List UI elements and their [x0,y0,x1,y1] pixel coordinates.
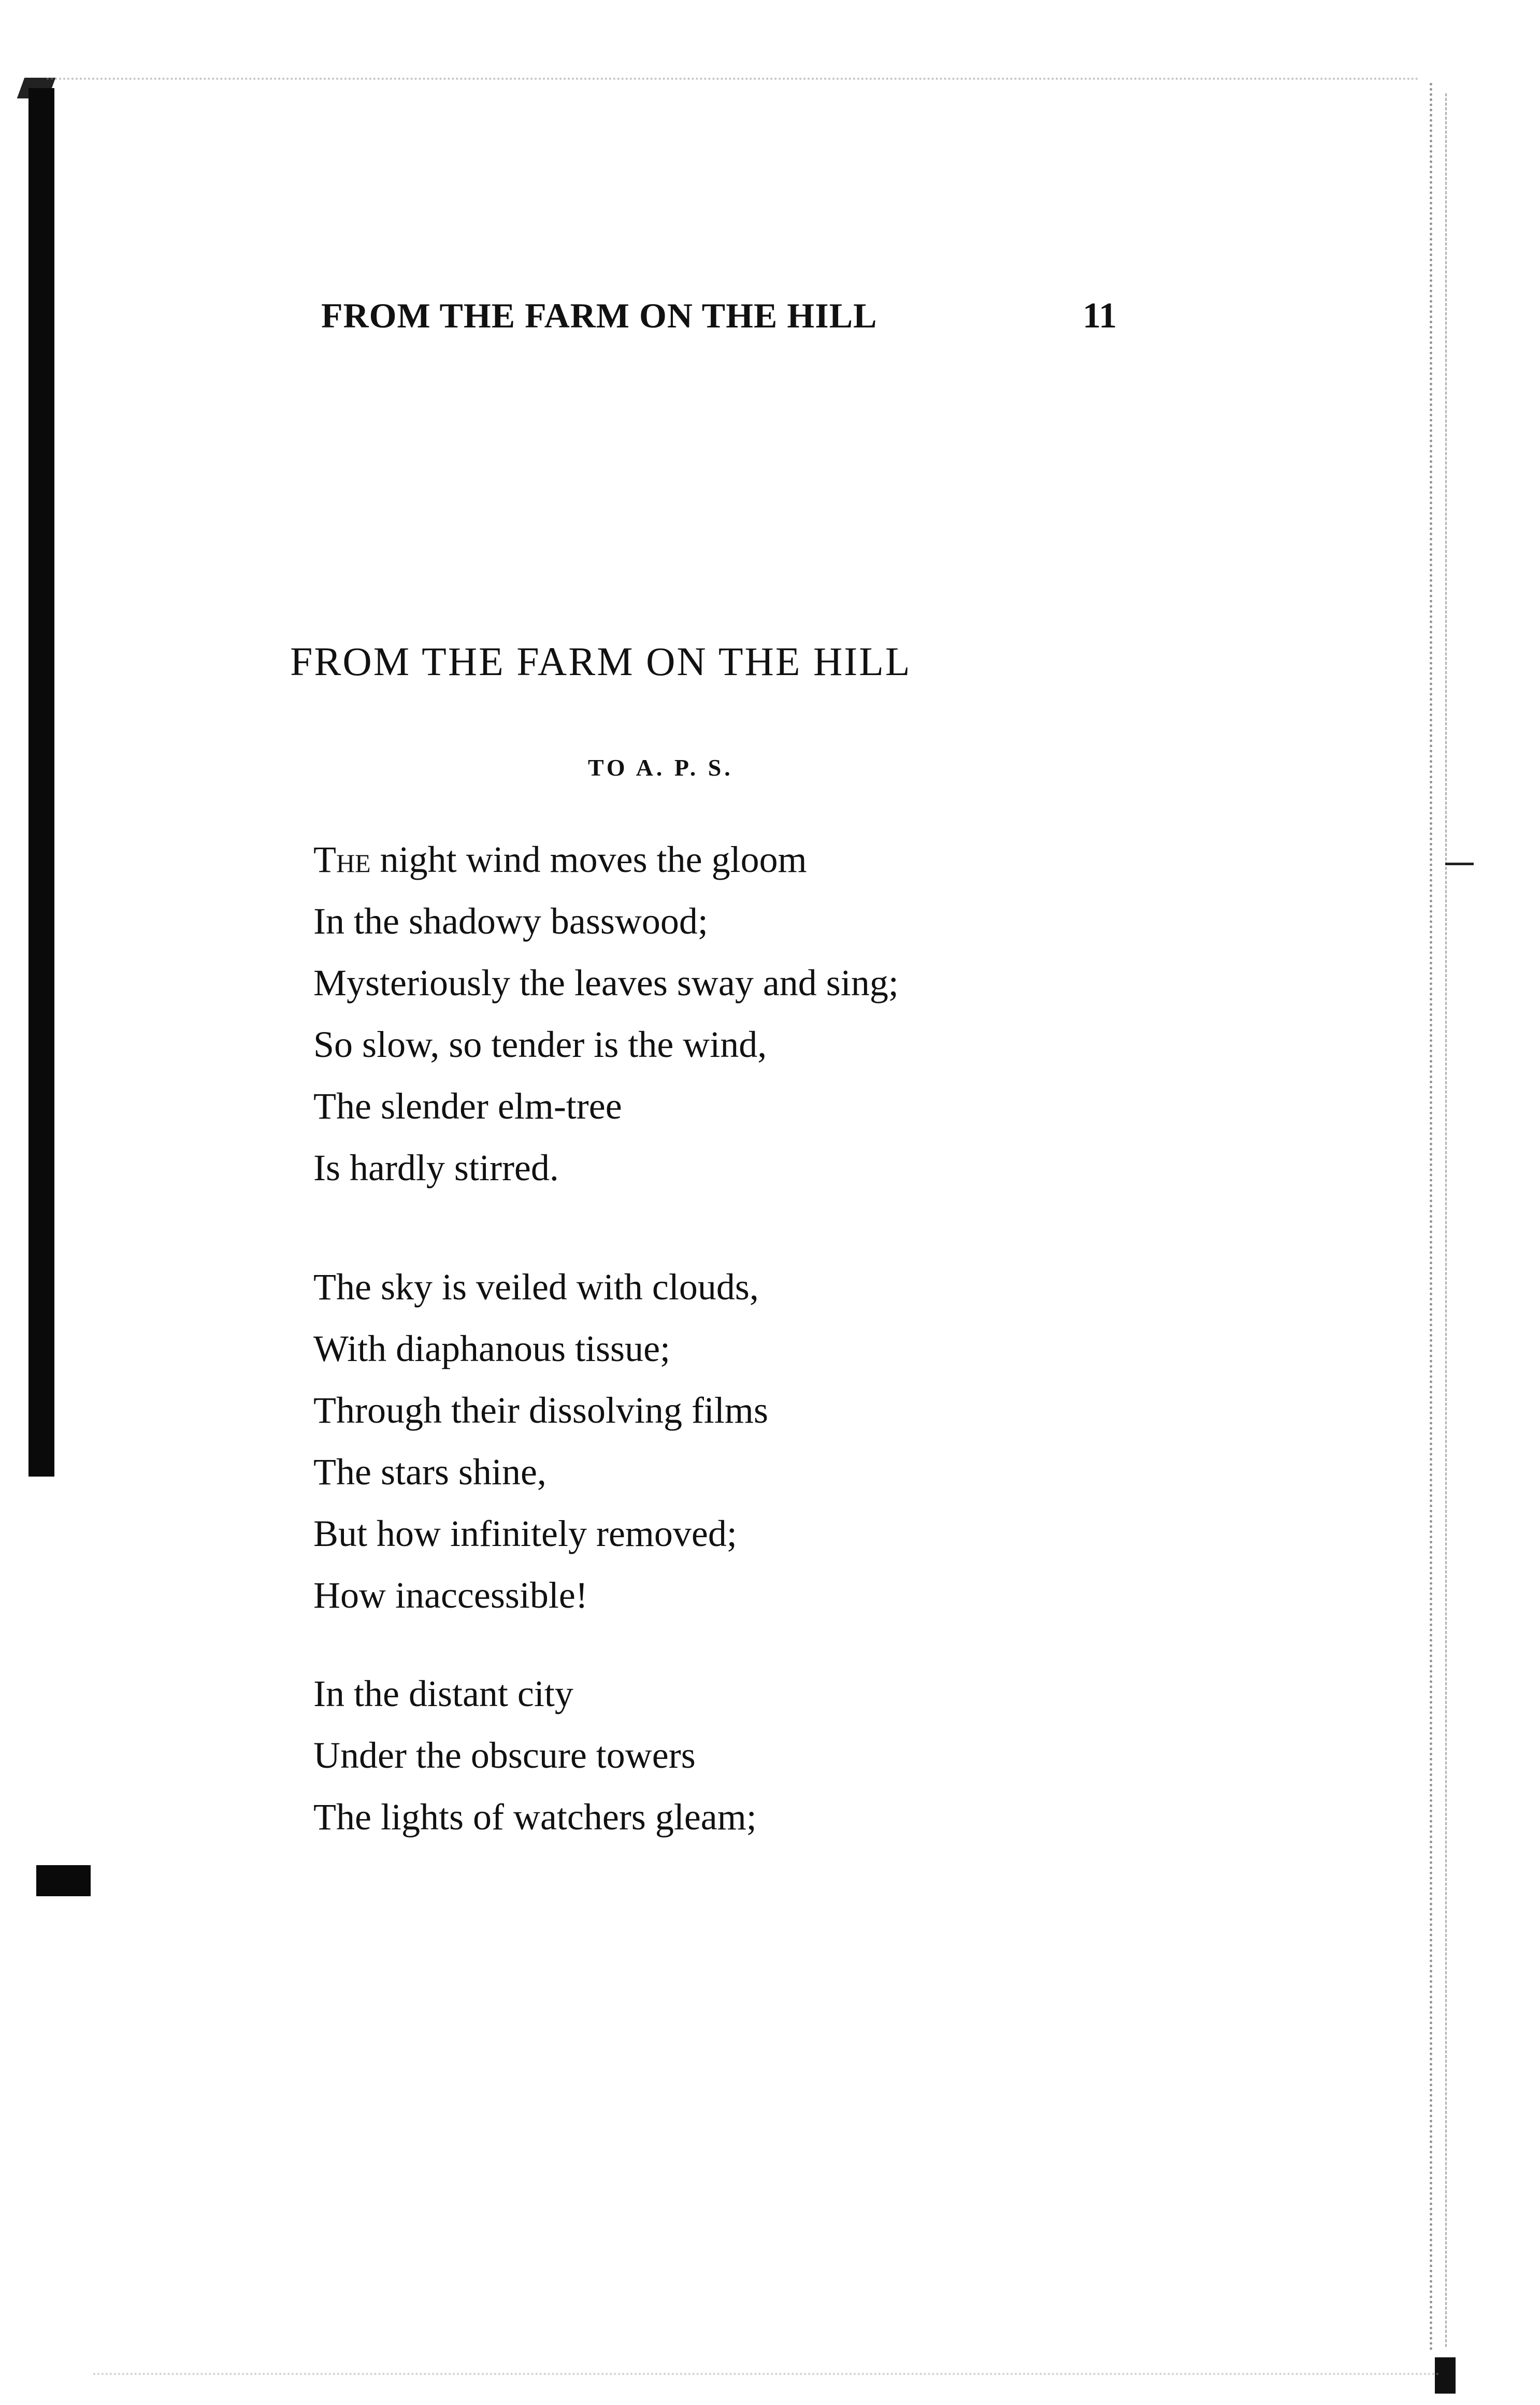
page-edge-right [1430,83,1444,2352]
stanza-1 [313,829,899,1199]
scan-mark-left [36,1865,91,1896]
stanza-2 [313,1256,768,1626]
page-edge-right-inner [1445,93,1453,2347]
verse-line: So slow, so tender is the wind, [313,1024,767,1065]
poem-dedication: TO A. P. S. [588,754,733,781]
verse-line: Under the obscure towers [313,1735,696,1776]
scan-speckle-top [47,78,1419,80]
verse-line: Through their dissolving films [313,1390,768,1431]
verse-line: Mysteriously the leaves sway and sing; [313,962,899,1004]
verse-line: In the shadowy basswood; [313,900,708,942]
running-header [321,295,1129,342]
verse-line: The stars shine, [313,1451,546,1493]
verse-line: The sky is veiled with clouds, [313,1266,759,1308]
poem-title: FROM THE FARM ON THE HILL [290,639,912,684]
scan-mark-right-tick [1445,863,1474,865]
page-number: 11 [1083,296,1117,336]
verse-line [313,829,899,891]
verse-line: How inaccessible! [313,1574,588,1616]
verse-line: With diaphanous tissue; [313,1328,671,1369]
binding-shadow-left [28,88,54,1477]
verse-line: But how infinitely removed; [313,1513,737,1554]
scan-speckle-bottom [93,2373,1440,2375]
verse-line: The slender elm-tree [313,1085,622,1127]
verse-line: Is hardly stirred. [313,1147,559,1189]
first-line-rest: night wind moves the gloom [370,839,807,880]
verse-line: In the distant city [313,1673,573,1714]
verse-line: The lights of watchers gleam; [313,1796,757,1838]
first-word: The [313,839,371,880]
stanza-3 [313,1663,757,1848]
running-title: FROM THE FARM ON THE HILL [321,296,877,335]
scan-mark-right [1435,2357,1456,2394]
